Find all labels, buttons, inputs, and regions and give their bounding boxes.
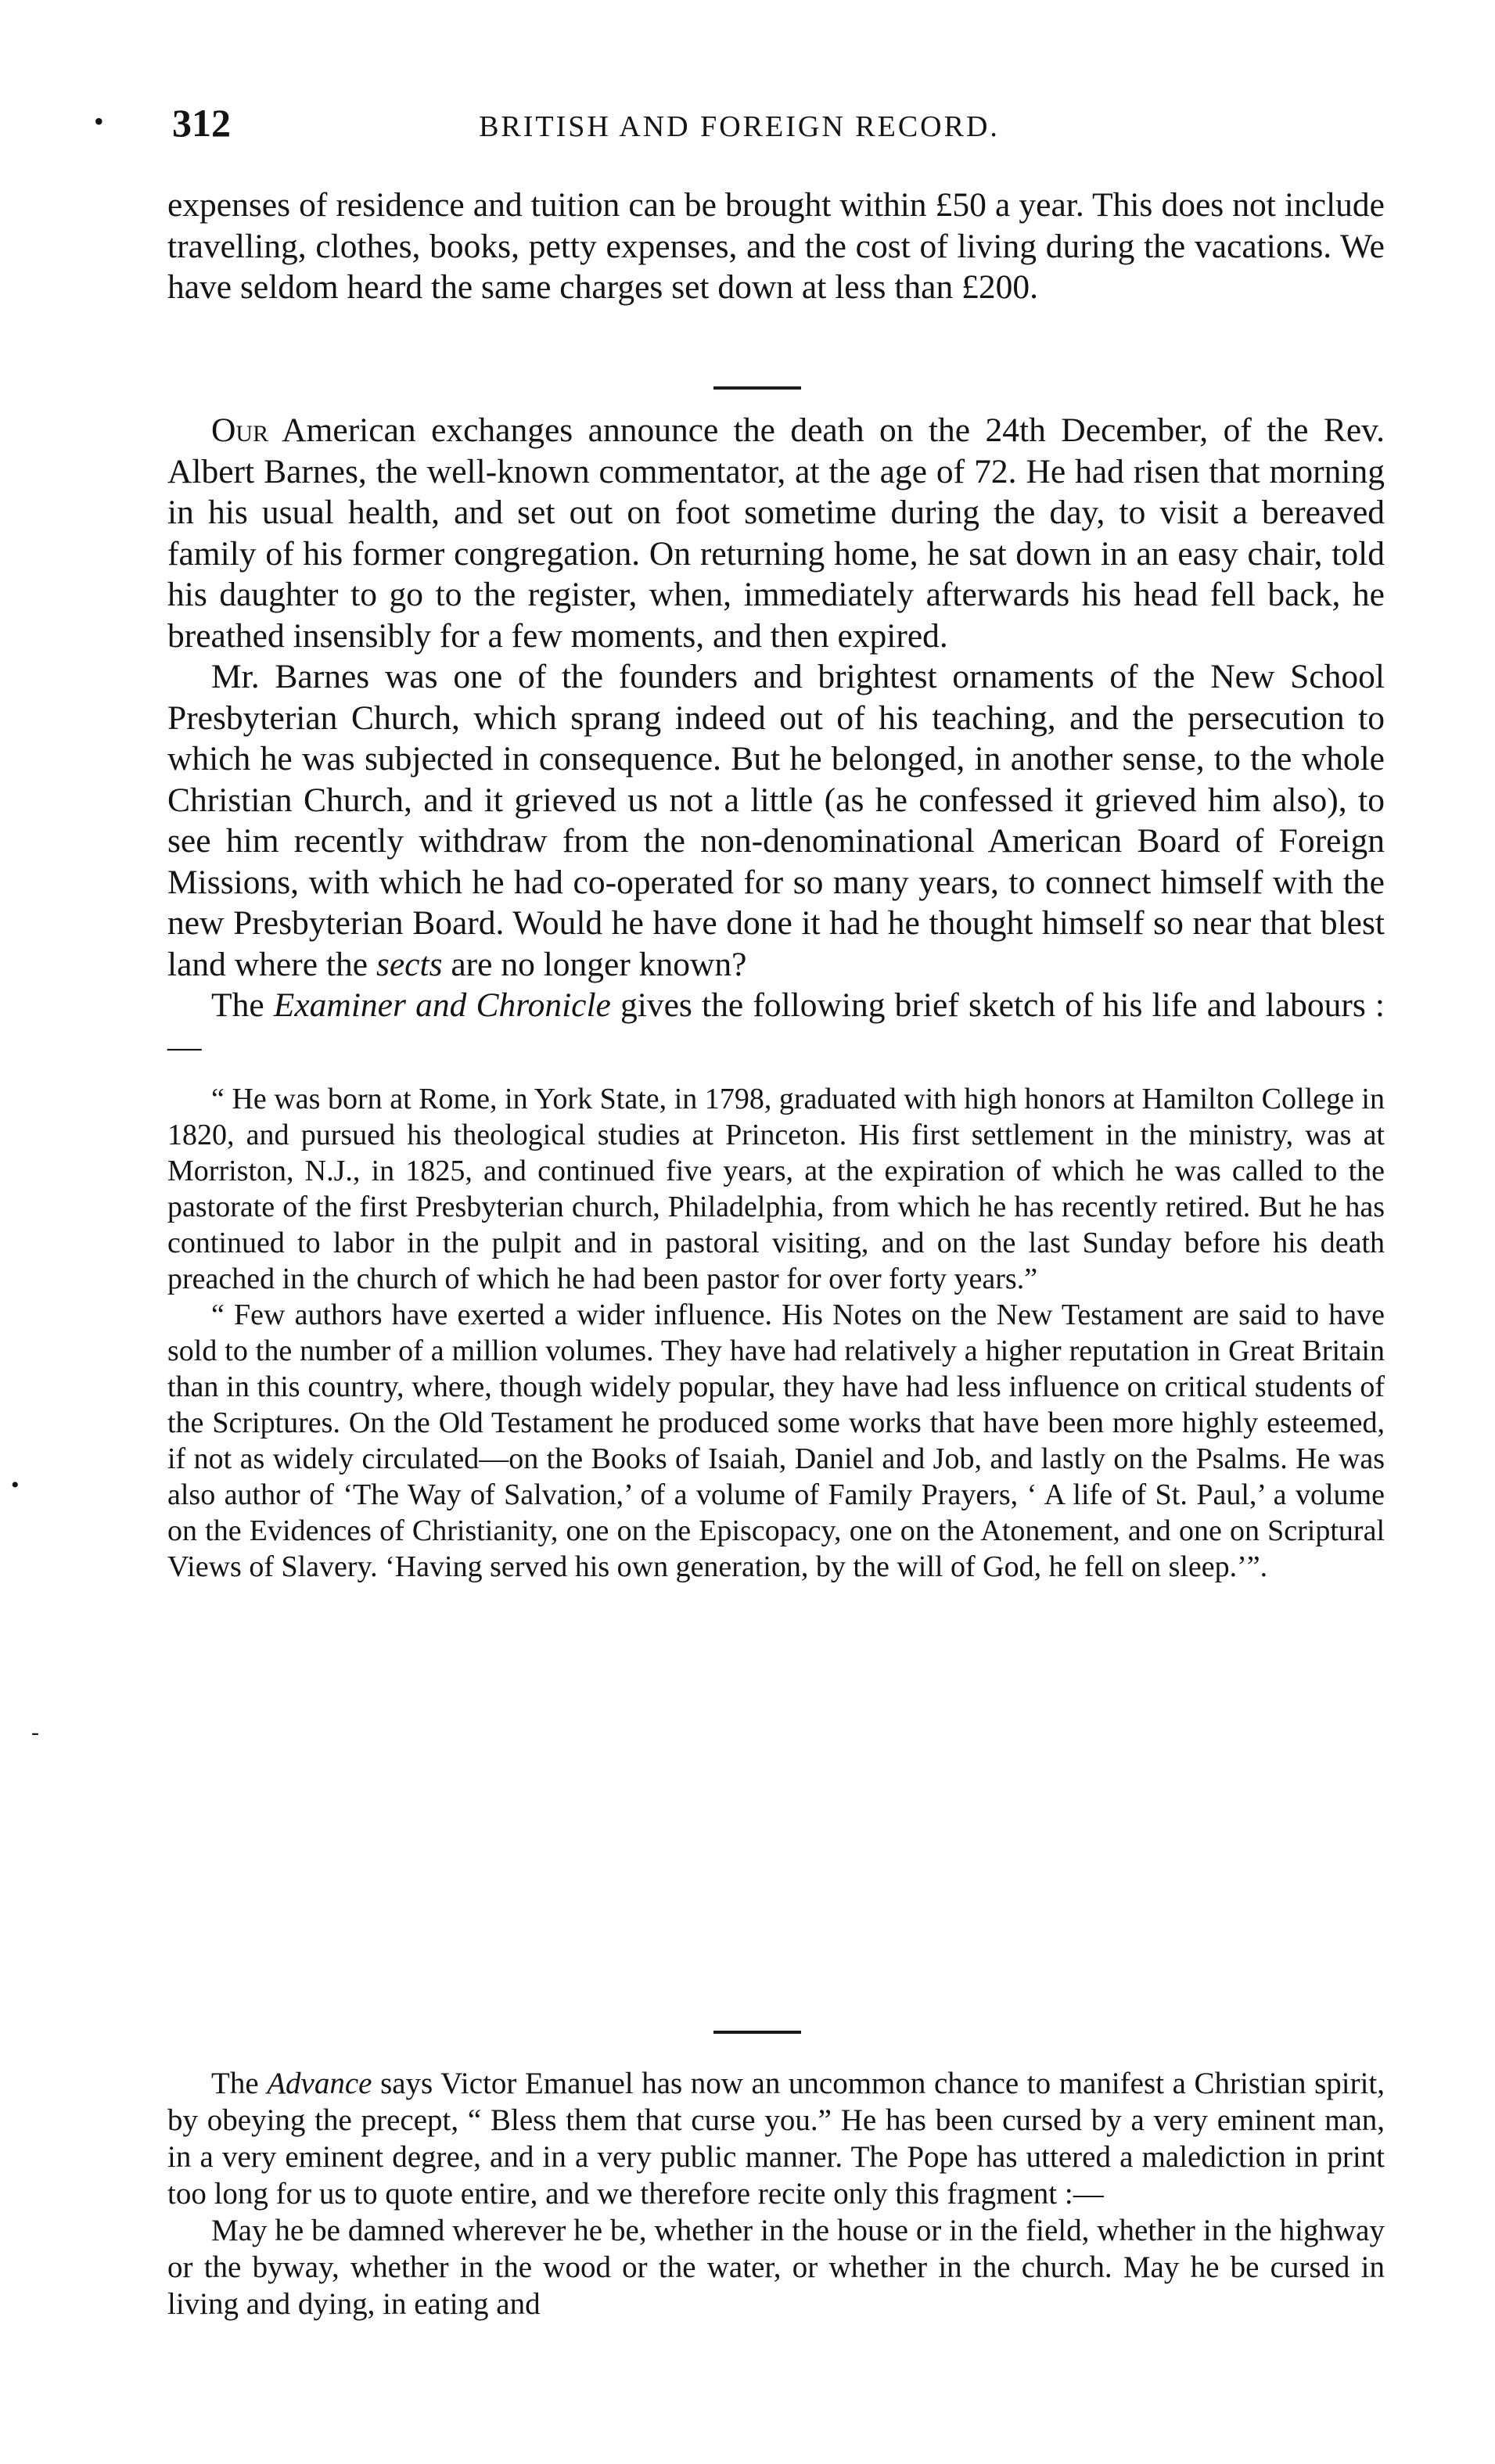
page-number: 312 [172,101,231,145]
quote-influence: “ Few authors have exerted a wider influence. His Notes on the New Testament are said to have sold to the number of a million volumes. They have had relatively a higher reputation in Great Britain than in this country, where, though widely popular, they have had less influence on critical students of the Scriptures. On the Old Testament he produced some works that have been more highly esteemed, if not as widely circulated—on the Books of Isaiah, Daniel and Job, and lastly on the Psalms. He was also author of ‘The Way of Salvation,’ of a volume of Family Prayers, ‘ A life of St. Paul,’ a volume on the Evidences of Christianity, one on the Episcopacy, one on the Atonement, and one on Scriptural Views of Slavery. ‘Having served his own generation, by the will of God, he fell on sleep.’”. [167,1298,1385,1583]
quote-biography: “ He was born at Rome, in York State, in 1798, graduated with high honors at Hamilton College in 1820, and pursued his theological studies at Princeton. His first settlement in the ministry, was at Morriston, N.J., in 1825, and continued five years, at the expiration of which he was called to the pastorate of the first Presbyterian church, Philadelphia, from which he has recently retired. But he has continued to labor in the pulpit and in pastoral visiting, and on the last Sunday before his death preached in the church of which he had been pastor for over forty years.” [167,1083,1385,1295]
section-divider [713,2031,801,2034]
section-divider [713,386,801,390]
sketch-intro-end: gives the following brief sketch of his life and labours :— [167,986,1385,1065]
advance-start: The [211,2067,268,2100]
paragraph-advance [167,2065,1385,2212]
page-header [94,100,1385,155]
advance-end: says Victor Emanuel has now an uncommon chance to manifest a Christian spirit, by obeying the precept, “ Bless them that curse you.” He has been cursed by a very eminent man, in a very eminent degree, and in a very public manner. The Pope has uttered a malediction in print too long for us to quote entire, and we therefore recite only this fragment :— [167,2067,1385,2211]
italic-advance: Advance [267,2067,372,2100]
italic-sects: sects [376,945,443,983]
paragraph-malediction: May he be damned wherever he be, whether in the house or in the field, whether in the highway or the byway, whether in the wood or the water, or whether in the church. May he be cursed in living and dying, in eating and [167,2214,1385,2321]
paragraph-barnes-church-end: are no longer known? [442,945,747,983]
paragraph-sketch-intro [167,985,1385,1067]
section-victor-emanuel [167,2065,1385,2322]
paragraph-residence: expenses of residence and tuition can be brought within £50 a year. This does not include travelling, clothes, books, petty expenses, and the cost of living during the vacations. We have seldom heard the same charges set down at less than £200. [167,186,1385,306]
drop-word: Our [211,411,269,449]
paragraph-barnes-church [167,656,1385,985]
sketch-intro-start: The [211,986,274,1024]
section-albert-barnes [167,410,1385,1585]
margin-dash: - [31,1719,39,1745]
section-residence-costs [167,185,1385,308]
margin-dot: • [11,1472,20,1498]
paragraph-barnes-church-text: Mr. Barnes was one of the founders and brightest ornaments of the New School Presbyterian Church, which sprang indeed out of his teaching, and the persecution to which he was subjected in consequence. But he belonged, in another sense, to the whole Christian Church, and it grieved us not a little (as he confessed it grieved him also), to see him recently withdraw from the non-denominational American Board of Foreign Missions, with which he had co-operated for so many years, to connect himself with the new Presbyterian Board. Would he have done it had he thought himself so near that blest land where the [167,658,1385,983]
paragraph-barnes-death [167,410,1385,656]
header-bullet: • [94,106,104,137]
paragraph-barnes-death-text: American exchanges announce the death on the 24th December, of the Rev. Albert Barnes, the well-known commentator, at the age of 72. He had risen that morning in his usual health, and set out on foot sometime during the day, to visit a bereaved family of his former congregation. On returning home, he sat down in an easy chair, told his daughter to go to the register, when, immediately afterwards his head fell back, he breathed insensibly for a few moments, and then expired. [167,411,1385,655]
running-head: BRITISH AND FOREIGN RECORD. [479,110,1000,143]
blockquote [167,1081,1385,1585]
italic-publication-title: Examiner and Chronicle [273,986,611,1024]
